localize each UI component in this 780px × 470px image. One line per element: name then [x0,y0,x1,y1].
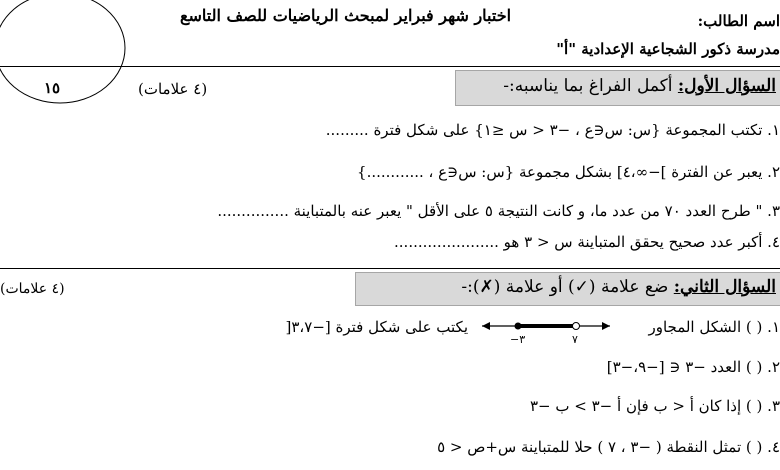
q2-item-4 [437,438,780,456]
q2-marks: (٤ علامات) [0,281,65,297]
section-divider [0,268,780,269]
q1-instruction: أكمل الفراغ بما يناسبه:- [503,76,673,96]
q2-title: السؤال الثاني: [673,277,776,297]
numberline-right-label: ٧ [572,333,578,346]
q2-item-2-text: العدد −٣ ∈ [−٩،−٣] [606,358,742,376]
q1-item-1: ١. تكتب المجموعة {س: س∈ع ، −٣ < س ≤١} على شكل فترة ......... [325,121,780,139]
q2-item-4-num: ٤. ( ) [745,438,780,456]
q2-item-1-tail: يكتب على شكل فترة [−٣،٧[ [285,318,468,336]
q2-item-2-num: ٢. ( ) [745,358,780,376]
score-total: ١٥ [44,79,61,97]
q1-marks: (٤ علامات) [138,80,208,98]
q2-item-1-num: ١. ( ) [745,318,780,336]
q2-instruction: ضع علامة (✓) أو علامة (✗):- [461,277,669,297]
number-line [480,316,615,356]
q2-item-4-text: تمثل النقطة ( −٣ ، ٧ ) حلا للمتباينة س+ص < ٥ [437,438,742,456]
numberline-left-label: −٣ [510,333,526,346]
q2-item-2 [607,358,780,376]
q1-title: السؤال الأول: [677,76,776,96]
header-divider [0,66,780,67]
q2-item-3 [530,397,780,415]
q1-header [503,76,776,96]
q2-item-1-text: الشكل المجاور [648,318,742,336]
school-name: مدرسة ذكور الشجاعية الإعدادية "أ" [556,40,780,58]
exam-title: اختبار شهر فبراير لمبحث الرياضيات للصف التاسع [180,6,512,25]
q2-item-3-text: إذا كان أ < ب فإن أ −٣ > ب −٣ [529,397,742,415]
q2-header [461,277,776,297]
q1-item-4: ٤. أكبر عدد صحيح يحقق المتباينة س < ٣ هو ...................... [394,233,780,251]
q2-item-1 [648,318,780,336]
q1-item-2: ٢. يعبر عن الفترة ]−∞،٤] بشكل مجموعة {س: س∈ع ، ............} [357,163,780,181]
q1-item-3: ٣. " طرح العدد ٧٠ من عدد ما، و كانت النتيجة ٥ على الأقل " يعبر عنه بالمتباينة ............... [217,202,780,220]
score-oval [0,0,160,110]
student-name-label: اسم الطالب: [697,12,780,30]
q2-item-3-num: ٣. ( ) [745,397,780,415]
